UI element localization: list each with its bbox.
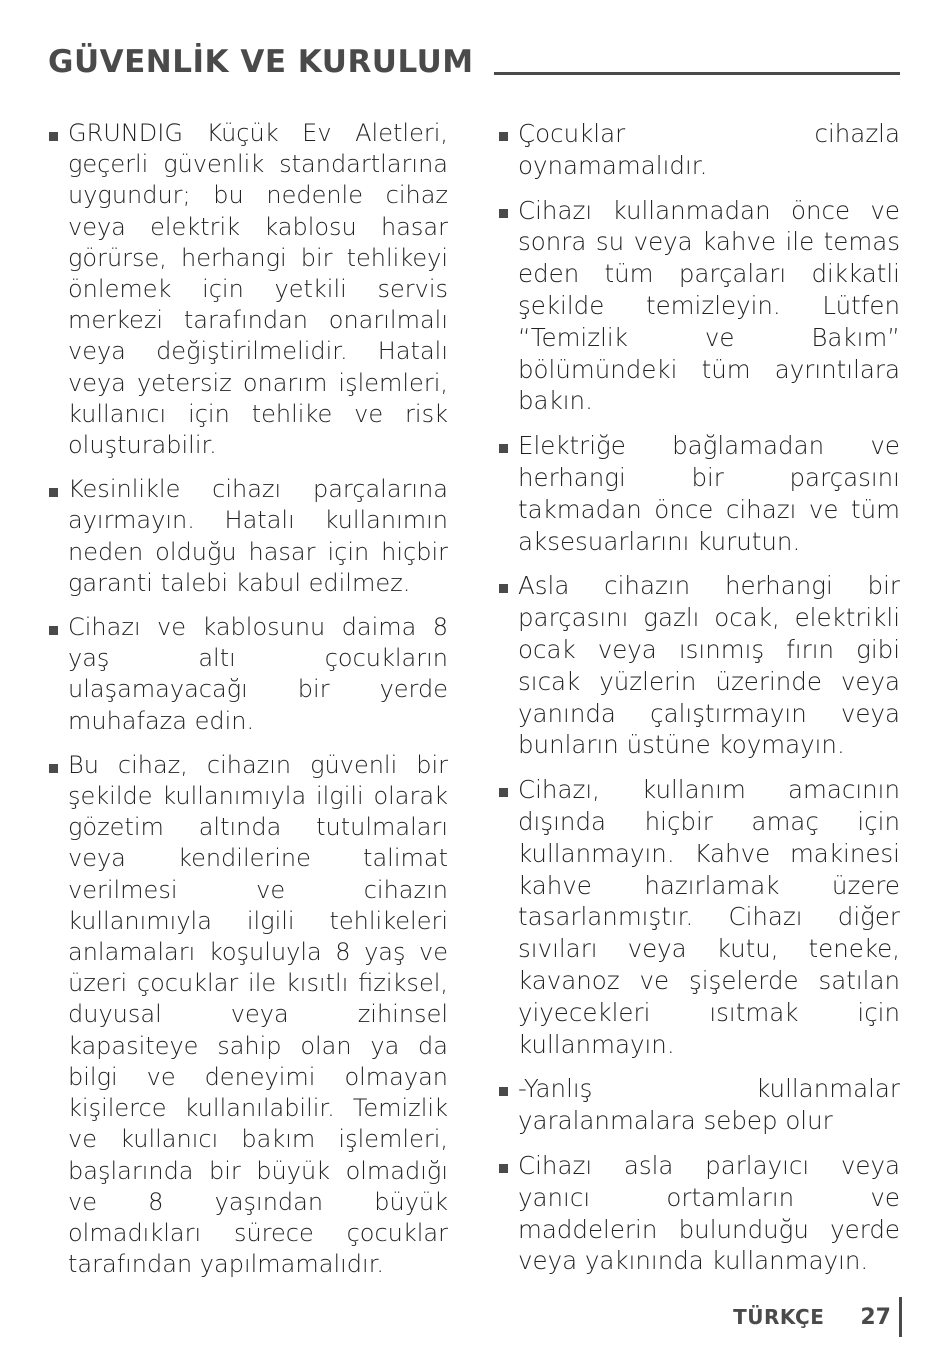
header-rule bbox=[494, 72, 900, 75]
list-item-text: Cihazı asla parlayıcı veya yanıcı ortamların ve maddelerin bulunduğu yerde veya yakınında kullanmayın. bbox=[518, 1150, 900, 1276]
footer-language: TÜRKÇE bbox=[733, 1305, 825, 1329]
list-item-text: Cihazı kullanmadan önce ve sonra su veya kahve ile temas eden tüm parçaları dikkatli şekilde temizleyin. Lütfen “Temizlik ve Bakım” bölümündeki tüm ayrıntılara bakın. bbox=[518, 195, 900, 416]
list-item-text: GRUNDIG Küçük Ev Aletleri, geçerli güvenlik standartlarına uygundur; bu nedenle cihaz veya elektrik kablosu hasar görürse, herhangi bir tehlikeyi önlemek için yetkili servis merkezi tarafından onarılmalı veya değiştirilmelidir. Hatalı veya yetersiz onarım işlemleri, kullanıcı için tehlike ve risk oluşturabilir. bbox=[68, 119, 448, 460]
square-bullet-icon bbox=[499, 584, 508, 593]
list-item bbox=[498, 1073, 900, 1137]
list-item bbox=[498, 430, 900, 557]
square-bullet-icon bbox=[49, 132, 58, 141]
list-item bbox=[48, 750, 448, 1280]
footer-divider bbox=[899, 1297, 902, 1337]
list-item-text: Cihazı ve kablosunu daima 8 yaş altı çocukların ulaşamayacağı bir yerde muhafaza edin. bbox=[68, 613, 448, 735]
square-bullet-icon bbox=[499, 132, 508, 141]
list-item-text: Elektriğe bağlamadan ve herhangi bir parçasını takmadan önce cihazı ve tüm aksesuarlarını kurutun. bbox=[518, 431, 900, 556]
left-column bbox=[48, 118, 448, 1293]
list-item-text: Asla cihazın herhangi bir parçasını gazlı ocak, elektrikli ocak veya ısınmış fırın gibi sıcak yüzlerin üzerinde veya yanında çalıştırmayın veya bunların üstüne koymayın. bbox=[518, 571, 900, 760]
right-column bbox=[498, 118, 900, 1290]
square-bullet-icon bbox=[499, 788, 508, 797]
list-item-text: Çocuklar cihazla oynamamalıdır. bbox=[518, 119, 900, 180]
list-item bbox=[498, 570, 900, 761]
list-item bbox=[498, 774, 900, 1060]
list-item bbox=[498, 1150, 900, 1277]
list-item-text: -Yanlış kullanmalar yaralanmalara sebep olur bbox=[518, 1074, 900, 1136]
square-bullet-icon bbox=[49, 626, 58, 635]
page-header bbox=[48, 38, 900, 78]
square-bullet-icon bbox=[499, 1087, 508, 1096]
list-item bbox=[48, 474, 448, 599]
list-item bbox=[498, 118, 900, 182]
list-item-text: Cihazı, kullanım amacının dışında hiçbir amaç için kullanmayın. Kahve makinesi kahve hazırlamak üzere tasarlanmıştır. Cihazı diğer sıvıları veya kutu, teneke, kavanoz ve şişelerde satılan yiyecekleri ısıtmak için kullanmayın. bbox=[518, 775, 900, 1059]
list-item-text: Kesinlikle cihazı parçalarına ayırmayın. Hatalı kullanımın neden olduğu hasar için hiçbir garanti talebi kabul edilmez. bbox=[68, 475, 448, 597]
list-item bbox=[498, 195, 900, 418]
square-bullet-icon bbox=[49, 488, 58, 497]
square-bullet-icon bbox=[499, 1164, 508, 1173]
page-footer bbox=[733, 1297, 902, 1337]
page-title: GÜVENLİK VE KURULUM bbox=[48, 44, 474, 80]
list-item-text: Bu cihaz, cihazın güvenli bir şekilde kullanımıyla ilgili olarak gözetim altında tutulmaları veya kendilerine talimat verilmesi ve cihazın kullanımıyla ilgili tehlikeleri anlamaları koşuluyla 8 yaş ve üzeri çocuklar ile kısıtlı fiziksel, duyusal veya zihinsel kapasiteye sahip olan ya da bilgi ve deneyimi olmayan kişilerce kullanılabilir. Temizlik ve kullanıcı bakım işlemleri, başlarında bir büyük olmadığı ve 8 yaşından büyük olmadıkları sürece çocuklar tarafından yapılmamalıdır. bbox=[68, 750, 448, 1279]
square-bullet-icon bbox=[499, 209, 508, 218]
list-item bbox=[48, 118, 448, 461]
list-item bbox=[48, 612, 448, 737]
page-number: 27 bbox=[860, 1304, 891, 1330]
square-bullet-icon bbox=[499, 444, 508, 453]
square-bullet-icon bbox=[49, 764, 58, 773]
